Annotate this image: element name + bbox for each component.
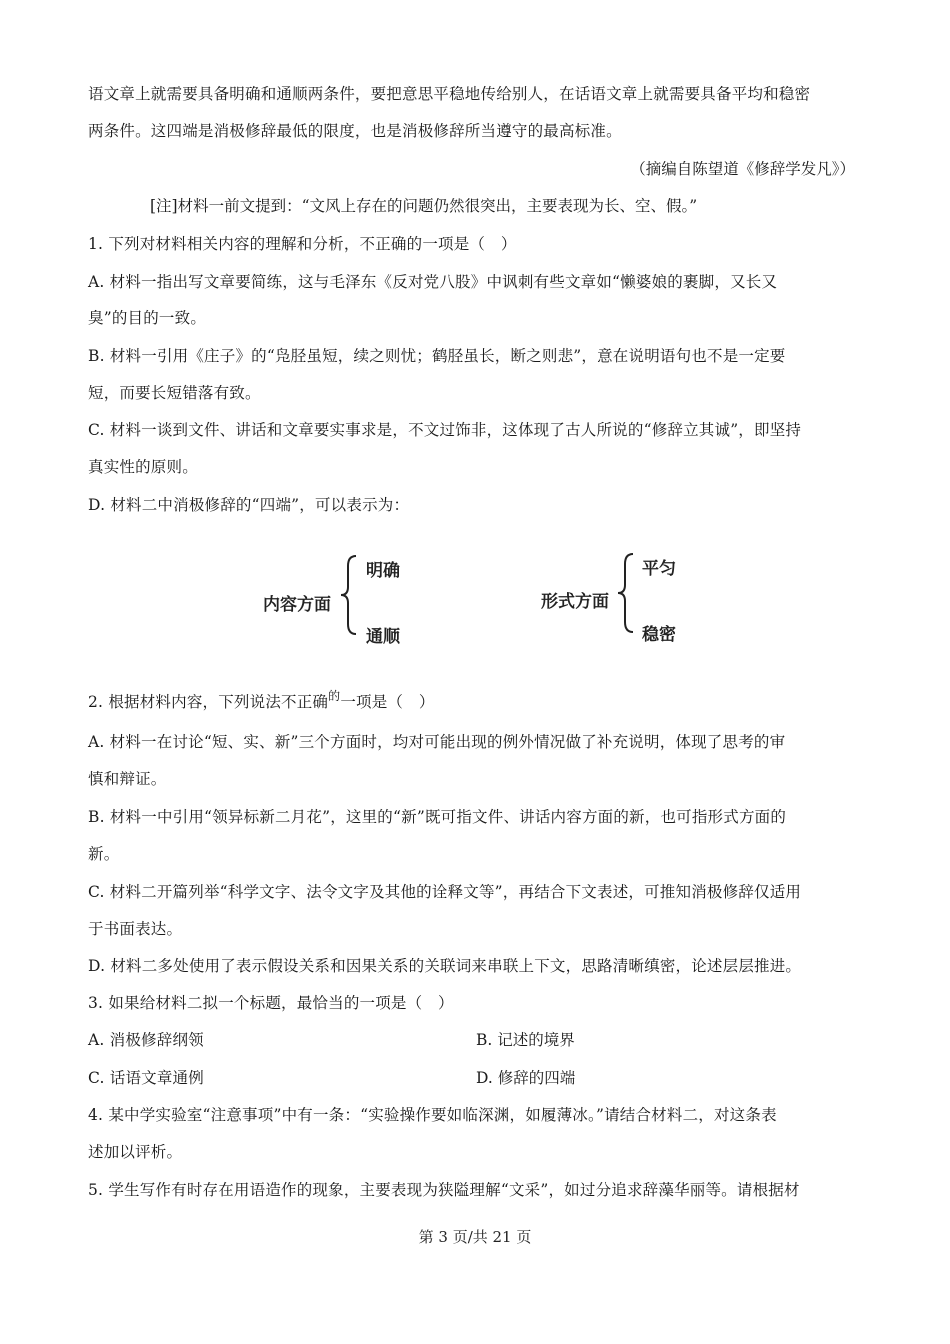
four-aspects-diagram <box>0 540 950 660</box>
q1-option-b-cont: 短，而要长短错落有致。 <box>88 384 261 402</box>
q2-stem-raised-char: 的 <box>328 689 341 703</box>
question-4-stem: 4. 某中学实验室“注意事项”中有一条：“实验操作要如临深渊，如履薄冰。”请结合材料二，对这条表 <box>88 1106 777 1124</box>
q3-option-a: A. 消极修辞纲领 <box>88 1031 204 1049</box>
left-brace-icon <box>338 554 360 636</box>
q1-option-b: B. 材料一引用《庄子》的“凫胫虽短，续之则忧；鹤胫虽长，断之则悲”，意在说明语句也不是一定要 <box>88 347 786 365</box>
page-footer: 第 3 页/共 21 页 <box>418 1228 532 1246</box>
q2-option-a: A. 材料一在讨论“短、实、新”三个方面时，均对可能出现的例外情况做了补充说明，体现了思考的审 <box>88 733 786 751</box>
q2-stem-part: 2. 根据材料内容，下列说法不正确 <box>88 693 329 711</box>
q3-option-b: B. 记述的境界 <box>476 1031 575 1049</box>
q2-stem-part: 一项是（ ） <box>340 693 435 711</box>
right-brace-icon <box>615 552 637 634</box>
evenness-label: 平匀 <box>642 559 676 579</box>
q2-option-a-cont: 慎和辩证。 <box>88 770 167 788</box>
q3-option-d: D. 修辞的四端 <box>476 1069 576 1087</box>
q1-option-d: D. 材料二中消极修辞的“四端”，可以表示为： <box>88 496 410 514</box>
q1-option-c-cont: 真实性的原则。 <box>88 458 198 476</box>
density-label: 稳密 <box>642 625 676 645</box>
annotation-note: [注]材料一前文提到：“文风上存在的问题仍然很突出，主要表现为长、空、假。” <box>150 197 698 215</box>
question-4-stem-cont: 述加以评析。 <box>88 1143 183 1161</box>
q1-option-c: C. 材料一谈到文件、讲话和文章要实事求是，不文过饰非，这体现了古人所说的“修辞立其诚”，即坚持 <box>88 421 802 439</box>
q1-option-a-cont: 臭”的目的一致。 <box>88 309 207 327</box>
question-5-stem: 5. 学生写作有时存在用语造作的现象，主要表现为狭隘理解“文采”，如过分追求辞藻华丽等。请根据材 <box>88 1181 800 1199</box>
q1-option-a: A. 材料一指出写文章要简练，这与毛泽东《反对党八股》中讽刺有些文章如“懒婆娘的裹脚，又长又 <box>88 273 778 291</box>
q2-option-b: B. 材料一中引用“领异标新二月花”，这里的“新”既可指文件、讲话内容方面的新，也可指形式方面的 <box>88 808 787 826</box>
form-aspect-label: 形式方面 <box>541 592 609 612</box>
clarity-label: 明确 <box>366 561 400 581</box>
content-aspect-label: 内容方面 <box>263 595 331 615</box>
question-2-stem <box>88 690 435 712</box>
passage-line: 语文章上就需要具备明确和通顺两条件，要把意思平稳地传给别人，在话语文章上就需要具备平均和稳密 <box>88 85 811 103</box>
q3-option-c: C. 话语文章通例 <box>88 1069 204 1087</box>
q2-option-b-cont: 新。 <box>88 845 120 863</box>
smoothness-label: 通顺 <box>366 627 400 647</box>
source-citation: （摘编自陈望道《修辞学发凡》） <box>630 160 855 178</box>
q2-option-c-cont: 于书面表达。 <box>88 920 183 938</box>
q2-option-c: C. 材料二开篇列举“科学文字、法令文字及其他的诠释文等”，再结合下文表述，可推知消极修辞仅适用 <box>88 883 802 901</box>
passage-line: 两条件。这四端是消极修辞最低的限度，也是消极修辞所当遵守的最高标准。 <box>88 122 622 140</box>
question-1-stem: 1. 下列对材料相关内容的理解和分析，不正确的一项是（ ） <box>88 235 517 253</box>
q2-option-d: D. 材料二多处使用了表示假设关系和因果关系的关联词来串联上下文，思路清晰缜密，论述层层推进。 <box>88 957 802 975</box>
question-3-stem: 3. 如果给材料二拟一个标题，最恰当的一项是（ ） <box>88 994 454 1012</box>
